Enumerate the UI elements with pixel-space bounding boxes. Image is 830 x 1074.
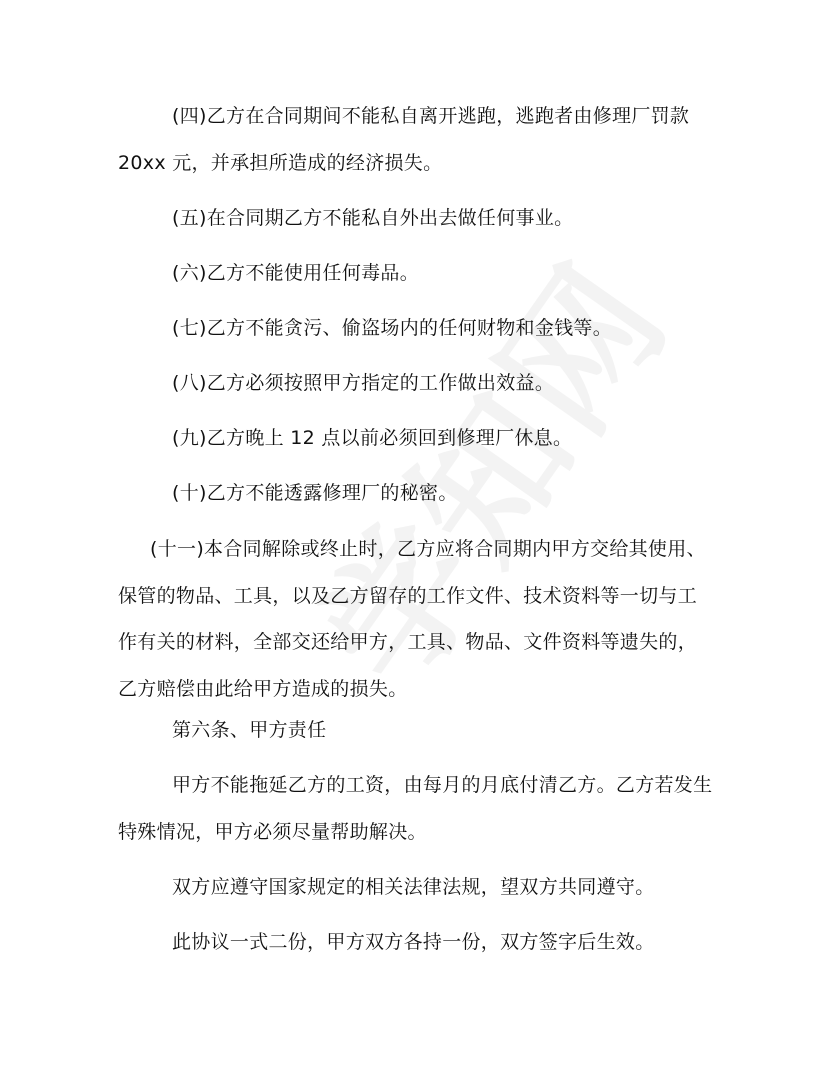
compliance-paragraph: 双方应遵守国家规定的相关法律法规，望双方共同遵守。 [172, 876, 655, 898]
clause-4-line-2: 20xx 元，并承担所造成的经济损失。 [118, 152, 443, 174]
clause-5: (五)在合同期乙方不能私自外出去做任何事业。 [172, 207, 574, 229]
clause-8: (八)乙方必须按照甲方指定的工作做出效益。 [172, 372, 555, 394]
clause-7: (七)乙方不能贪污、偷盗场内的任何财物和金钱等。 [172, 317, 613, 339]
clause-11-line-2: 保管的物品、工具，以及乙方留存的工作文件、技术资料等一切与工 [118, 585, 698, 607]
article-6-para-line-2: 特殊情况，甲方必须尽量帮助解决。 [118, 821, 427, 843]
clause-11-line-3: 作有关的材料，全部交还给甲方，工具、物品、文件资料等遗失的， [118, 631, 698, 653]
clause-4-line-1: (四)乙方在合同期间不能私自离开逃跑，逃跑者由修理厂罚款 [172, 105, 690, 127]
article-6-para-line-1: 甲方不能拖延乙方的工资，由每月的月底付清乙方。乙方若发生 [172, 774, 713, 796]
clause-11-line-4: 乙方赔偿由此给甲方造成的损失。 [118, 678, 408, 700]
clause-11-line-1: (十一)本合同解除或终止时，乙方应将合同期内甲方交给其使用、 [150, 538, 706, 560]
copies-paragraph: 此协议一式二份，甲方双方各持一份，双方签字后生效。 [172, 931, 655, 953]
article-6-heading: 第六条、甲方责任 [172, 719, 327, 741]
clause-9: (九)乙方晚上 12 点以前必须回到修理厂休息。 [172, 427, 573, 449]
clause-6: (六)乙方不能使用任何毒品。 [172, 262, 420, 284]
clause-10: (十)乙方不能透露修理厂的秘密。 [172, 482, 458, 504]
